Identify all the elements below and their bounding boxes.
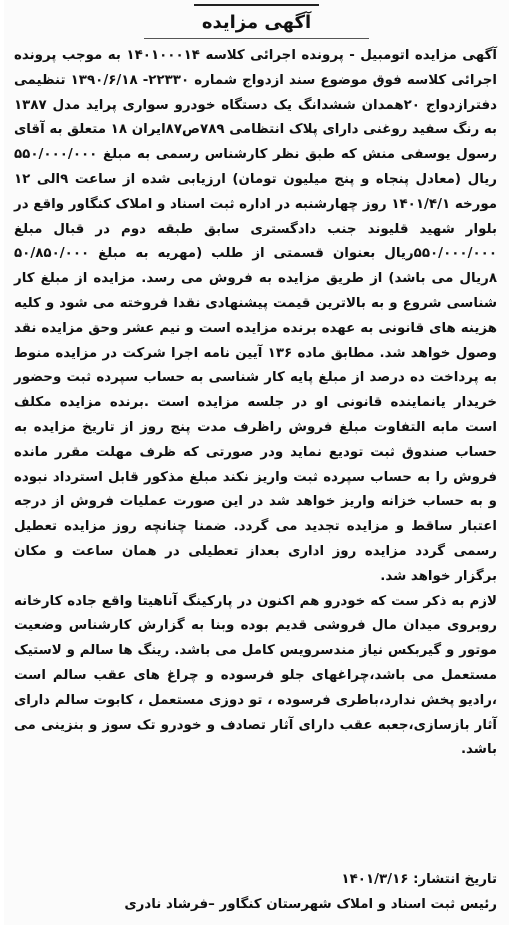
title-divider <box>144 38 369 39</box>
notice-title: آگهی مزایده <box>201 12 312 33</box>
notice-body <box>14 44 497 763</box>
notice-paragraph-1: آگهی مزایده اتومبیل - پرونده اجرائی کلاسه ۱۴۰۱۰۰۰۱۴ به موجب پرونده اجرائی کلاسه فوق موضوع سند ازدواج شماره ۲۲۳۳۰- ۱۳۹۰/۶/۱۸ تنظیمی دفترازدواج ۲۰همدان ششدانگ یک دستگاه خودرو سواری پراید مدل ۱۳۸۷ به رنگ سفید روغنی دارای پلاک انتظامی ۷۸۹ص۸۷ایران ۱۸ متعلق به آقای رسول یوسفی منش که طبق نظر کارشناس رسمی به مبلغ ۵۵۰/۰۰۰/۰۰۰ ریال (معادل پنجاه و پنج میلیون تومان) ارزیابی شده از ساعت ۹الی ۱۲ مورخه ۱۴۰۱/۴/۱ روز چهارشنبه در اداره ثبت اسناد و املاک کنگاور واقع در بلوار شهید قلیوند جنب دادگستری سابق طبقه دوم در قبال مبلغ ۵۵۰/۰۰۰/۰۰۰ریال بعنوان قسمتی از طلب (مهریه به مبلغ ۵۰/۸۵۰/۰۰۰ ۸ریال می باشد) از طریق مزایده به فروش می رسد. مزایده از مبلغ کار شناسی شروع و به بالاترین قیمت پیشنهادی نقدا فروخته می شود و کلیه هزینه های قانونی به عهده برنده مزایده است و نیم عشر وحق مزایده نقد وصول خواهد شد. مطابق ماده ۱۳۶ آیین نامه اجرا شرکت در مزایده منوط به پرداخت ده درصد از مبلغ پایه کار شناسی به حساب سپرده ثبت وحضور خریدار یانماینده قانونی او در جلسه مزایده است .برنده مزایده مکلف است مابه التفاوت مبلغ فروش راظرف مدت پنج روز از تاریخ مزایده به حساب صندوق ثبت تودیع نماید ودر صورتی که ظرف مهلت مقرر مانده فروش را به حساب سپرده ثبت واریز نکند مبلغ مذکور قابل استرداد نبوده و به حساب خزانه واریز خواهد شد در این صورت عملیات فروش از درجه اعتبار ساقط و مزایده تجدید می گردد. ضمنا چنانچه روز مزایده تعطیل رسمی گردد مزایده روز اداری بعداز تعطیلی در همان ساعت و مکان برگزار خواهد شد. <box>14 48 498 584</box>
signature-line: رئیس ثبت اسناد و املاک شهرستان کنگاور –فرشاد نادری <box>124 897 497 912</box>
publish-date: تاریخ انتشار: ۱۴۰۱/۳/۱۶ <box>341 872 497 887</box>
notice-paragraph-2: لازم به ذکر ست که خودرو هم اکنون در پارکینگ آناهیتا واقع جاده کارخانه روبروی میدان مال فروشی قدیم بوده وبنا به گزارش کارشناس وضعیت موتور و گیربکس نیاز مندسرویس کامل می باشد. رینگ ها سالم و لاستیک مستعمل می باشد،چراغهای جلو فرسوده و چراغ های عقب سالم است ،رادیو پخش ندارد،باطری فرسوده ، تو دوزی مستعمل ، کابوت سالم دارای آثار بازسازی،جعبه عقب دارای آثار تصادف و خودرو تک سوز و بنزینی می باشد. <box>14 593 497 758</box>
notice-clipping <box>4 0 509 925</box>
top-border <box>194 4 319 6</box>
